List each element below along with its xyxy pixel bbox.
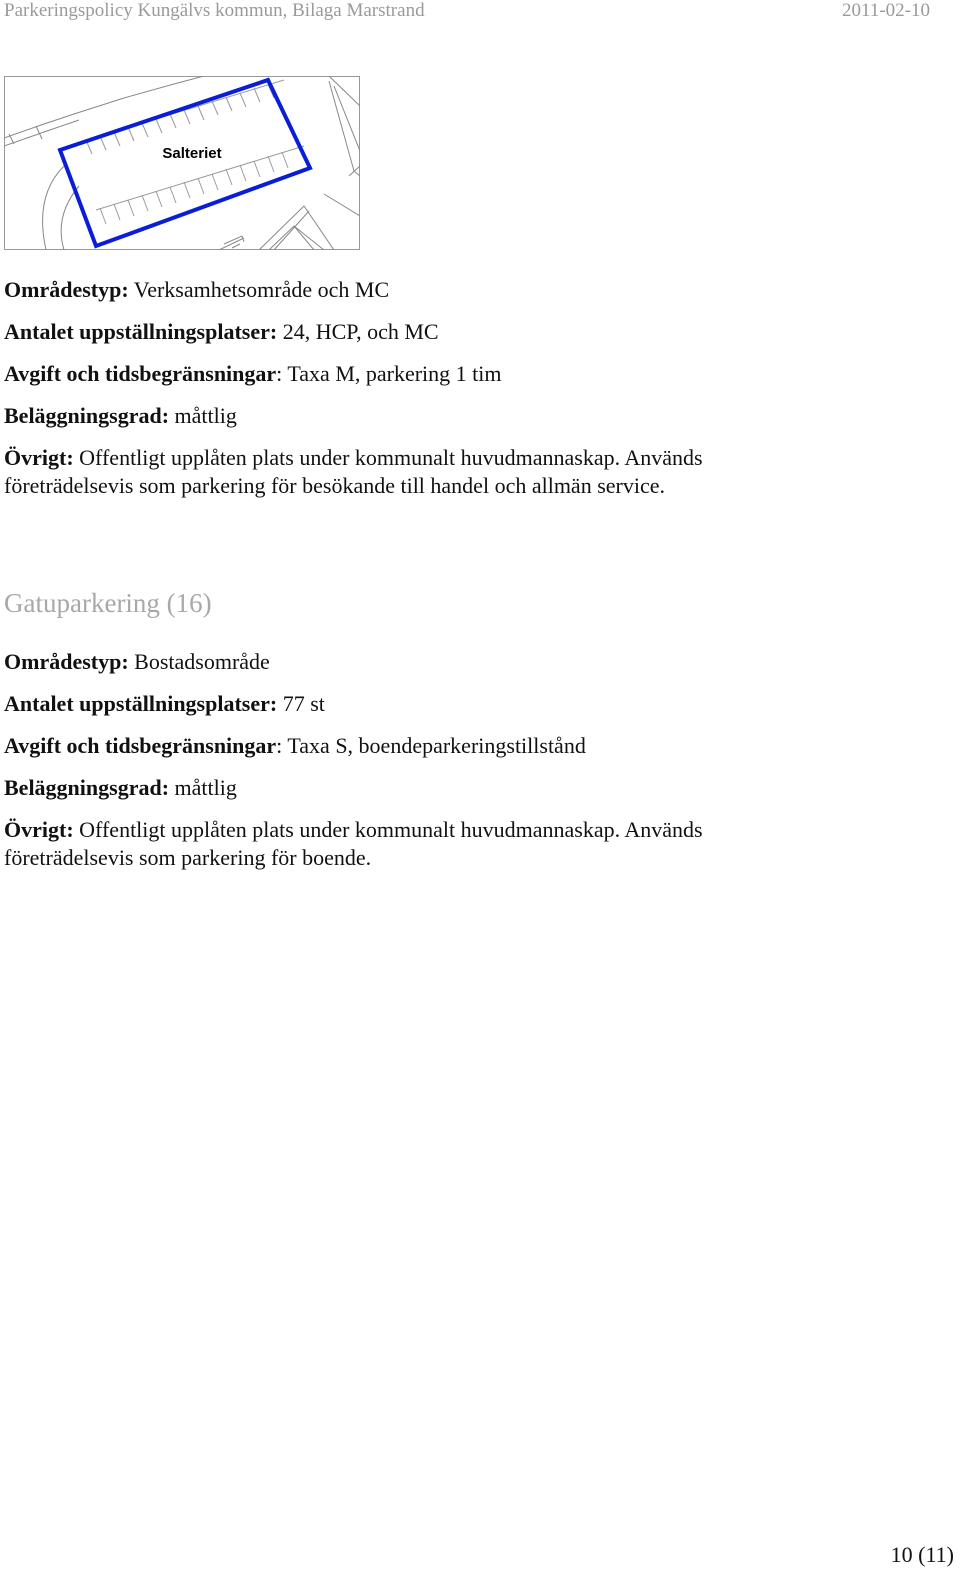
map-drawing: [4, 76, 360, 250]
omradestyp-row: [4, 276, 904, 304]
ovrigt-label: Övrigt:: [4, 445, 74, 470]
belaggning-value: måttlig: [169, 775, 237, 800]
section-salteriet: [4, 276, 904, 500]
ovrigt-value: Offentligt upplåten plats under kommunalt huvudmannaskap. Används företrädelsevis som parkering för besökande till handel och allmän service.: [4, 445, 703, 498]
map-label: Salteriet: [162, 145, 222, 162]
section-heading-gatuparkering: Gatuparkering (16): [4, 588, 212, 618]
omradestyp-label: Områdestyp:: [4, 277, 129, 302]
antal-value: 77 st: [277, 691, 325, 716]
document-date: 2011-02-10: [842, 0, 930, 21]
avgift-value: : Taxa S, boendeparkeringstillstånd: [276, 733, 586, 758]
avgift-row: [4, 360, 904, 388]
belaggning-row: [4, 774, 904, 802]
omradestyp-label: Områdestyp:: [4, 649, 129, 674]
antal-label: Antalet uppställningsplatser:: [4, 319, 278, 344]
belaggning-label: Beläggningsgrad:: [4, 775, 170, 800]
avgift-label: Avgift och tidsbegränsningar: [4, 733, 277, 758]
omradestyp-value: Verksamhetsområde och MC: [128, 277, 390, 302]
ovrigt-row: [4, 816, 804, 872]
antal-row: [4, 318, 904, 346]
avgift-row: [4, 732, 904, 760]
ovrigt-label: Övrigt:: [4, 817, 74, 842]
ovrigt-row: [4, 444, 804, 500]
page-number: 10 (11): [890, 1542, 954, 1567]
parking-map: [4, 76, 360, 250]
belaggning-row: [4, 402, 904, 430]
ovrigt-value: Offentligt upplåten plats under kommunalt huvudmannaskap. Används företrädelsevis som parkering för boende.: [4, 817, 703, 870]
avgift-label: Avgift och tidsbegränsningar: [4, 361, 277, 386]
antal-row: [4, 690, 904, 718]
belaggning-value: måttlig: [169, 403, 237, 428]
omradestyp-row: [4, 648, 904, 676]
document-title: Parkeringspolicy Kungälvs kommun, Bilaga Marstrand: [4, 0, 425, 21]
omradestyp-value: Bostadsområde: [128, 649, 270, 674]
avgift-value: : Taxa M, parkering 1 tim: [276, 361, 502, 386]
antal-value: 24, HCP, och MC: [277, 319, 439, 344]
page-header: [4, 0, 930, 24]
section-gatuparkering: [4, 648, 904, 872]
antal-label: Antalet uppställningsplatser:: [4, 691, 278, 716]
belaggning-label: Beläggningsgrad:: [4, 403, 170, 428]
